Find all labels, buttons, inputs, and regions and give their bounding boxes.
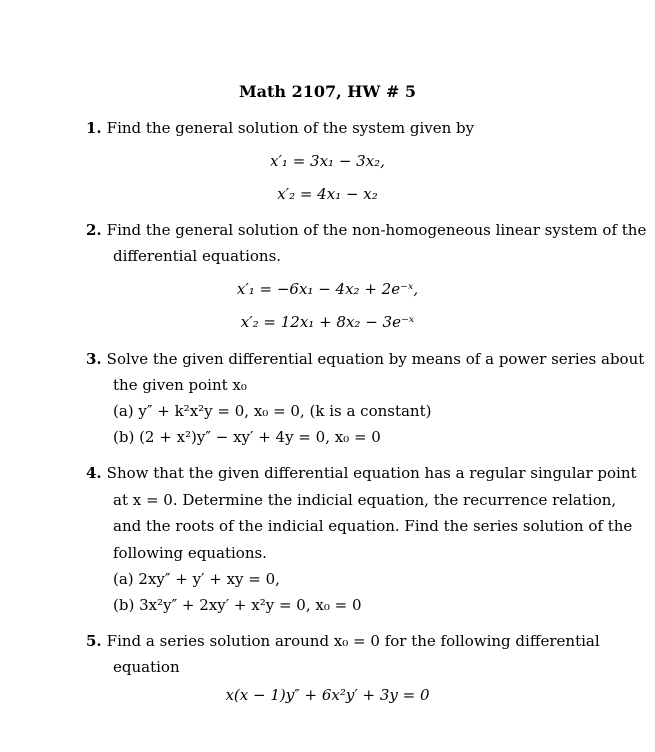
problem-text: following equations. — [113, 544, 267, 562]
subproblem-b: (b) (2 + x²)y″ − xy′ + 4y = 0, x₀ = 0 — [113, 428, 381, 446]
problem-4 — [86, 464, 637, 482]
equation: x′₁ = −6x₁ − 4x₂ + 2e⁻ˣ, — [236, 280, 419, 298]
problem-text: Find the general solution of the non-homogeneous linear system of the — [106, 221, 647, 239]
page-title: Math 2107, HW # 5 — [238, 82, 417, 101]
problem-text: equation — [113, 658, 180, 676]
problem-text: Find the general solution of the system given by — [106, 119, 475, 137]
problem-text: Show that the given differential equation has a regular singular point — [106, 464, 637, 482]
equation: x′₁ = 3x₁ − 3x₂, — [270, 152, 385, 170]
problem-2 — [86, 221, 646, 239]
equation: x′₂ = 4x₁ − x₂ — [277, 185, 378, 203]
problem-text: at x = 0. Determine the indicial equation, the recurrence relation, — [113, 491, 617, 509]
problem-number: 3. — [86, 350, 102, 368]
subproblem-a: (a) y″ + k²x²y = 0, x₀ = 0, (k is a constant) — [113, 402, 432, 420]
equation: x(x − 1)y″ + 6x²y′ + 3y = 0 — [225, 686, 430, 704]
problem-5 — [86, 632, 600, 650]
problem-number: 4. — [86, 464, 102, 482]
problem-text: differential equations. — [113, 247, 282, 265]
problem-text: Solve the given differential equation by means of a power series about — [106, 350, 645, 368]
subproblem-b: (b) 3x²y″ + 2xy′ + x²y = 0, x₀ = 0 — [113, 596, 362, 614]
problem-1 — [86, 119, 474, 137]
problem-number: 2. — [86, 221, 102, 239]
equation: x′₂ = 12x₁ + 8x₂ − 3e⁻ˣ — [240, 313, 415, 331]
subproblem-a: (a) 2xy″ + y′ + xy = 0, — [113, 570, 280, 588]
problem-text: Find a series solution around x₀ = 0 for the following differential — [106, 632, 600, 650]
problem-text: and the roots of the indicial equation. Find the series solution of the — [113, 517, 633, 535]
problem-number: 1. — [86, 119, 102, 137]
problem-3 — [86, 350, 644, 368]
problem-text: the given point x₀ — [113, 376, 247, 394]
problem-number: 5. — [86, 632, 102, 650]
